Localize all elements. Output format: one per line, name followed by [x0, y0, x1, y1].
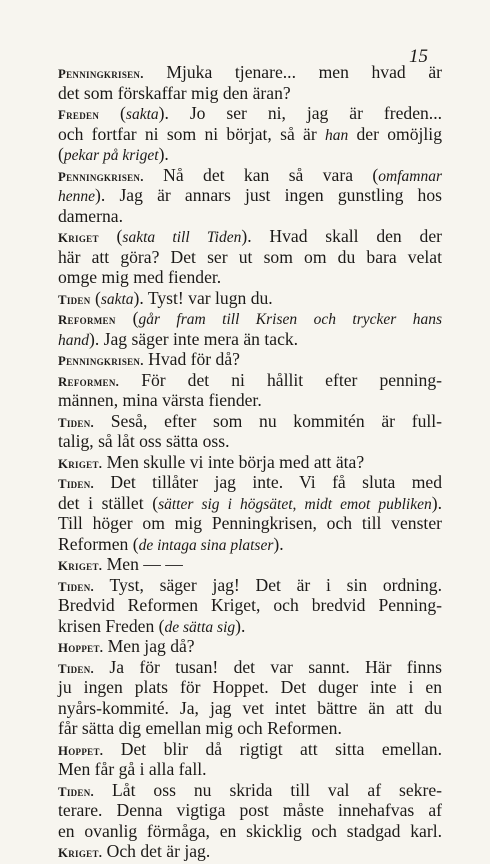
text-line: [58, 698, 442, 719]
text-line: [58, 554, 442, 575]
text-line: [58, 513, 442, 534]
text-line: [58, 370, 442, 391]
dialogue-text: här att göra? Det ser ut som om du bara velat: [58, 246, 442, 267]
text-line: [58, 288, 442, 309]
dialogue-text: Seså, efter som nu kommitén är full-: [94, 410, 442, 431]
dialogue-text: ). Jag säger inte mera än tack.: [89, 328, 299, 349]
stage-direction: henne: [58, 188, 96, 205]
text-line: [58, 390, 442, 411]
text-line: [58, 144, 442, 165]
text-line: [58, 616, 442, 637]
speaker-name: Tiden.: [58, 784, 95, 799]
dialogue-text: ju ingen plats för Hoppet. Det duger inte i en: [58, 677, 442, 697]
speaker-name: Reformen.: [58, 374, 120, 389]
dialogue-text: Tyst, säger jag! Det är i sin ordning.: [94, 574, 442, 595]
speaker-name: Kriget.: [58, 846, 103, 860]
text-line: [58, 718, 442, 739]
dialogue-text: ).: [431, 492, 442, 513]
dialogue-text: ).: [235, 615, 246, 636]
stage-direction: sakta: [100, 290, 134, 308]
text-line: [58, 349, 442, 370]
text-line: [58, 595, 442, 616]
dialogue-text: Och det är jag.: [102, 841, 211, 861]
text-line: [58, 841, 442, 862]
text-line: [58, 780, 442, 801]
dialogue-text: (: [58, 144, 64, 164]
text-line: [58, 493, 442, 514]
dialogue-text: (: [115, 308, 139, 328]
stage-direction: de intaga sina platser: [138, 536, 274, 554]
dialogue-text: omge mig med fiender.: [58, 267, 222, 287]
speaker-name: Hoppet.: [58, 641, 104, 655]
text-line: [58, 431, 442, 452]
text-line: [58, 411, 442, 432]
dialogue-text: krisen Freden (: [58, 615, 165, 636]
dialogue-text: Hvad för då?: [143, 349, 240, 369]
dialogue-text: Till höger om mig Penningkrisen, och till venster: [58, 513, 442, 533]
dialogue-text: det som förskaffar mig den äran?: [58, 82, 291, 103]
speaker-name: Penningkrisen.: [58, 354, 144, 368]
text-line: [58, 206, 442, 227]
speaker-name: Freden: [58, 108, 100, 122]
text-line: [58, 575, 442, 596]
text-line: [58, 62, 442, 83]
stage-direction: omfamnar: [378, 167, 442, 185]
text-line: [58, 739, 442, 760]
dialogue-text: terare. Denna vigtiga post måste innehafvas af: [58, 800, 442, 820]
text-line: [58, 759, 442, 780]
text-line: [58, 636, 442, 657]
dialogue-text: Nå det kan så vara (: [143, 164, 379, 185]
text-line: [58, 677, 442, 698]
speaker-name: Kriget.: [58, 456, 103, 471]
text-line: [58, 657, 442, 678]
text-line: [58, 267, 442, 288]
speaker-name: Reformen: [58, 313, 116, 327]
text-line: [58, 185, 442, 206]
text-line: [58, 800, 442, 821]
dialogue-text: Men får gå i alla fall.: [58, 759, 207, 779]
dialogue-text: ). Jag är annars just ingen gunstling hos: [95, 185, 442, 205]
stage-direction: han: [324, 126, 349, 144]
dialogue-text: Men — —: [102, 554, 183, 574]
speaker-name: Penningkrisen.: [58, 169, 144, 184]
speaker-name: Tiden.: [58, 415, 95, 430]
dialogue-text: det i stället (: [58, 492, 159, 513]
dialogue-text: talig, så låt oss sätta oss.: [58, 431, 230, 451]
text-line: [58, 821, 442, 842]
dialogue-text: Mjuka tjenare... men hvad är: [143, 62, 442, 82]
dialogue-text: der omöjlig: [348, 123, 442, 144]
stage-direction: pekar på kriget: [63, 147, 159, 164]
dialogue-text: får sätta dig emellan mig och Reformen.: [58, 718, 342, 738]
speaker-name: Kriget: [58, 231, 99, 245]
text-line: [58, 83, 442, 104]
dialogue-text: Det tillåter jag inte. Vi få sluta med: [94, 472, 442, 492]
play-text: [58, 62, 442, 862]
text-line: [58, 452, 442, 473]
dialogue-text: och fortfar ni som ni börjat, så är: [58, 123, 325, 144]
stage-direction: sätter sig i högsätet, midt emot publiken: [158, 495, 432, 513]
dialogue-text: nyårs-kommité. Ja, jag vet intet bättre än att du: [58, 697, 442, 718]
text-line: [58, 124, 442, 145]
dialogue-text: ). Tyst! var lugn du.: [133, 287, 273, 308]
text-line: [58, 247, 442, 268]
speaker-name: Penningkrisen.: [58, 67, 144, 81]
text-line: [58, 103, 442, 124]
speaker-name: Tiden.: [58, 477, 95, 491]
dialogue-text: Låt oss nu skrida till val af sekre-: [94, 779, 442, 800]
dialogue-text: Ja för tusan! det var sannt. Här finns: [94, 656, 442, 677]
speaker-name: Kriget.: [58, 559, 103, 573]
text-line: [58, 226, 442, 247]
page-number: 15: [409, 46, 428, 67]
stage-direction: sakta: [125, 106, 159, 123]
speaker-name: Tiden.: [58, 579, 95, 594]
dialogue-text: (: [90, 287, 101, 308]
speaker-name: Tiden.: [58, 661, 95, 676]
dialogue-text: ). Jo ser ni, jag är freden...: [158, 103, 442, 123]
dialogue-text: damerna.: [58, 205, 123, 226]
dialogue-text: ).: [158, 144, 169, 164]
dialogue-text: männen, mina värsta fiender.: [58, 390, 262, 410]
stage-direction: går fram till Krisen och trycker hans: [138, 311, 442, 328]
dialogue-text: (: [98, 226, 123, 246]
text-line: [58, 308, 442, 329]
text-line: [58, 329, 442, 350]
stage-direction: de sätta sig: [164, 618, 236, 636]
dialogue-text: en ovanlig förmåga, en skicklig och stadgad karl.: [58, 820, 442, 841]
dialogue-text: Det blir då rigtigt att sitta emellan.: [103, 738, 442, 759]
speaker-name: Tiden: [58, 292, 91, 307]
stage-direction: hand: [58, 331, 89, 349]
speaker-name: Hoppet.: [58, 743, 104, 758]
dialogue-text: (: [99, 103, 126, 123]
dialogue-text: För det ni hållit efter penning-: [119, 369, 442, 390]
dialogue-text: ). Hvad skall den der: [241, 226, 442, 246]
dialogue-text: Bredvid Reformen Kriget, och bredvid Penning-: [58, 595, 442, 615]
dialogue-text: ).: [273, 533, 284, 554]
dialogue-text: Reformen (: [58, 533, 139, 554]
stage-direction: sakta till Tiden: [122, 229, 242, 246]
text-line: [58, 472, 442, 493]
dialogue-text: Men jag då?: [103, 636, 195, 656]
text-line: [58, 534, 442, 555]
dialogue-text: Men skulle vi inte börja med att äta?: [102, 451, 365, 472]
text-line: [58, 165, 442, 186]
